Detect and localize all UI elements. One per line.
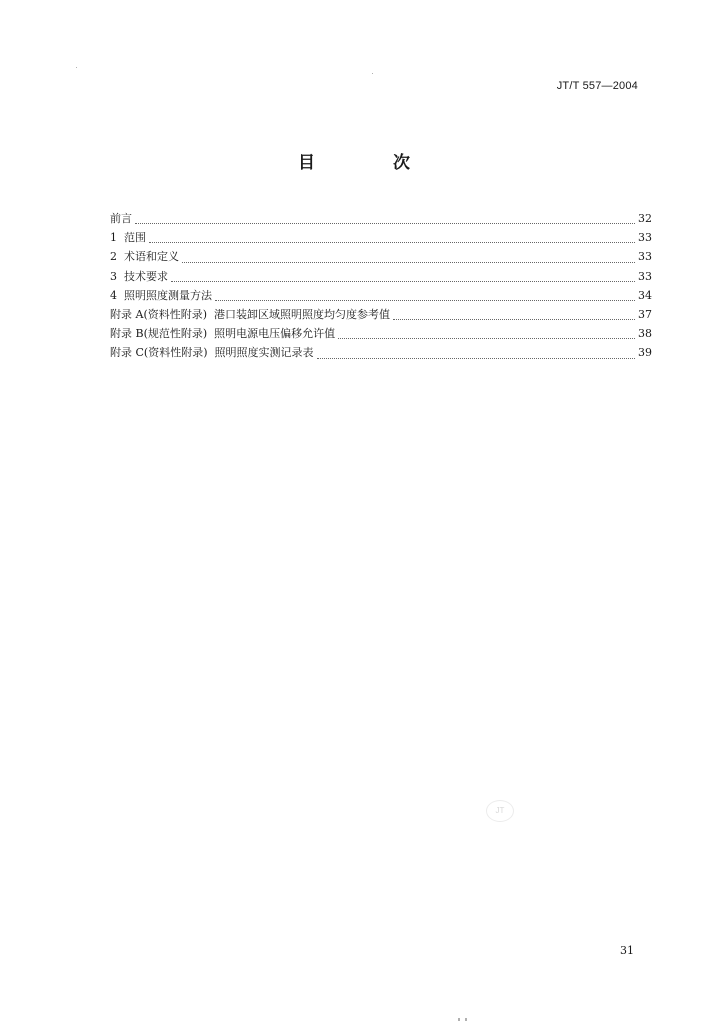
- toc-entry-annex-a[interactable]: [110, 305, 652, 324]
- toc-entry-label: 3 技术要求: [110, 269, 168, 283]
- toc-entry-label: 2 术语和定义: [110, 250, 179, 264]
- toc-entry-page: 33: [638, 231, 652, 245]
- toc-entry-label: 前言: [110, 212, 132, 225]
- toc-leader-dots: [317, 358, 636, 359]
- standard-code: JT/T 557—2004: [556, 80, 638, 92]
- table-of-contents: [110, 209, 652, 363]
- toc-leader-dots: [149, 242, 635, 243]
- toc-entry-page: 33: [638, 269, 652, 283]
- page-number: 31: [620, 944, 634, 957]
- toc-entry-requirements[interactable]: [110, 267, 652, 286]
- toc-entry-annex-b[interactable]: [110, 324, 652, 343]
- scan-speck: [465, 1018, 467, 1021]
- toc-entry-label: 附录 C(资料性附录) 照明照度实测记录表: [110, 346, 314, 360]
- toc-entry-label: 4 照明照度测量方法: [110, 288, 212, 302]
- toc-entry-foreword[interactable]: [110, 209, 652, 228]
- scan-speck: [372, 73, 373, 74]
- toc-entry-scope[interactable]: [110, 228, 652, 247]
- toc-entry-page: 37: [638, 307, 652, 321]
- toc-leader-dots: [338, 338, 635, 339]
- page-title: 目 次: [298, 153, 446, 173]
- publisher-watermark-logo: JT: [486, 800, 514, 822]
- toc-entry-page: 32: [638, 212, 652, 225]
- toc-leader-dots: [393, 319, 635, 320]
- toc-entry-methods[interactable]: [110, 286, 652, 305]
- toc-entry-page: 38: [638, 327, 652, 341]
- toc-leader-dots: [135, 223, 635, 224]
- toc-entry-page: 39: [638, 346, 652, 360]
- toc-entry-page: 33: [638, 250, 652, 264]
- toc-entry-annex-c[interactable]: [110, 343, 652, 362]
- toc-entry-label: 1 范围: [110, 231, 146, 245]
- toc-entry-page: 34: [638, 288, 652, 302]
- toc-entry-terms[interactable]: [110, 247, 652, 266]
- toc-entry-label: 附录 A(资料性附录) 港口装卸区域照明照度均匀度参考值: [110, 307, 391, 321]
- toc-leader-dots: [171, 281, 635, 282]
- scan-speck: [76, 67, 77, 68]
- toc-entry-label: 附录 B(规范性附录) 照明电源电压偏移允许值: [110, 327, 336, 341]
- scan-speck: [458, 1018, 460, 1021]
- toc-leader-dots: [215, 300, 635, 301]
- toc-leader-dots: [182, 262, 635, 263]
